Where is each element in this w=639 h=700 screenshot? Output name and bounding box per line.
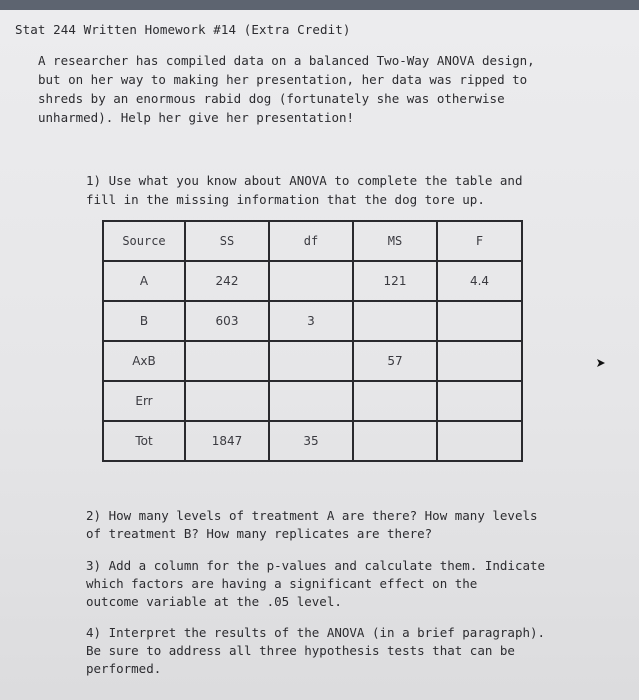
table-row (103, 381, 522, 421)
top-edge-bar (0, 0, 639, 10)
mouse-cursor-icon (596, 358, 606, 368)
table-cell (185, 381, 269, 421)
table-cell: B (103, 301, 185, 341)
table-cell (437, 421, 522, 461)
table-cell (437, 301, 522, 341)
question-3: 3) Add a column for the p-values and calculate them. Indicate which factors are having a significant effect on the outcome variable at the .05 level. (86, 558, 546, 609)
anova-table (102, 220, 523, 462)
table-cell: 4.4 (437, 261, 522, 301)
table-cell: Tot (103, 421, 185, 461)
header-cell: SS (185, 221, 269, 261)
table-cell: A (103, 261, 185, 301)
header-cell: MS (353, 221, 437, 261)
table-cell (269, 381, 353, 421)
question-4: 4) Interpret the results of the ANOVA (in a brief paragraph). Be sure to address all three hypothesis tests that can be performed. (86, 625, 546, 676)
table-cell: 603 (185, 301, 269, 341)
page-title: Stat 244 Written Homework #14 (Extra Credit) (15, 22, 351, 37)
table-cell (353, 301, 437, 341)
table-cell: 121 (353, 261, 437, 301)
table-cell (269, 261, 353, 301)
table-cell: 35 (269, 421, 353, 461)
table-cell: Err (103, 381, 185, 421)
header-cell: df (269, 221, 353, 261)
header-cell: Source (103, 221, 185, 261)
question-2: 2) How many levels of treatment A are there? How many levels of treatment B? How many replicates are there? (86, 508, 538, 541)
table-cell: 57 (353, 341, 437, 381)
table-cell (353, 421, 437, 461)
table-cell (185, 341, 269, 381)
table-row (103, 341, 522, 381)
table-cell: 1847 (185, 421, 269, 461)
table-row (103, 261, 522, 301)
table-row (103, 301, 522, 341)
table-cell: 242 (185, 261, 269, 301)
table-cell (437, 381, 522, 421)
table-cell (437, 341, 522, 381)
question-1: 1) Use what you know about ANOVA to complete the table and fill in the missing information that the dog tore up. (86, 173, 523, 207)
intro-paragraph: A researcher has compiled data on a balanced Two-Way ANOVA design, but on her way to making her presentation, her data was ripped to shreds by an enormous rabid dog (fortunately she was otherwise unharmed). Help her give her presentation! (38, 53, 535, 125)
table-cell: 3 (269, 301, 353, 341)
table-cell (269, 341, 353, 381)
table-header-row (103, 221, 522, 261)
table-row (103, 421, 522, 461)
header-cell: F (437, 221, 522, 261)
table-cell (353, 381, 437, 421)
table-cell: AxB (103, 341, 185, 381)
